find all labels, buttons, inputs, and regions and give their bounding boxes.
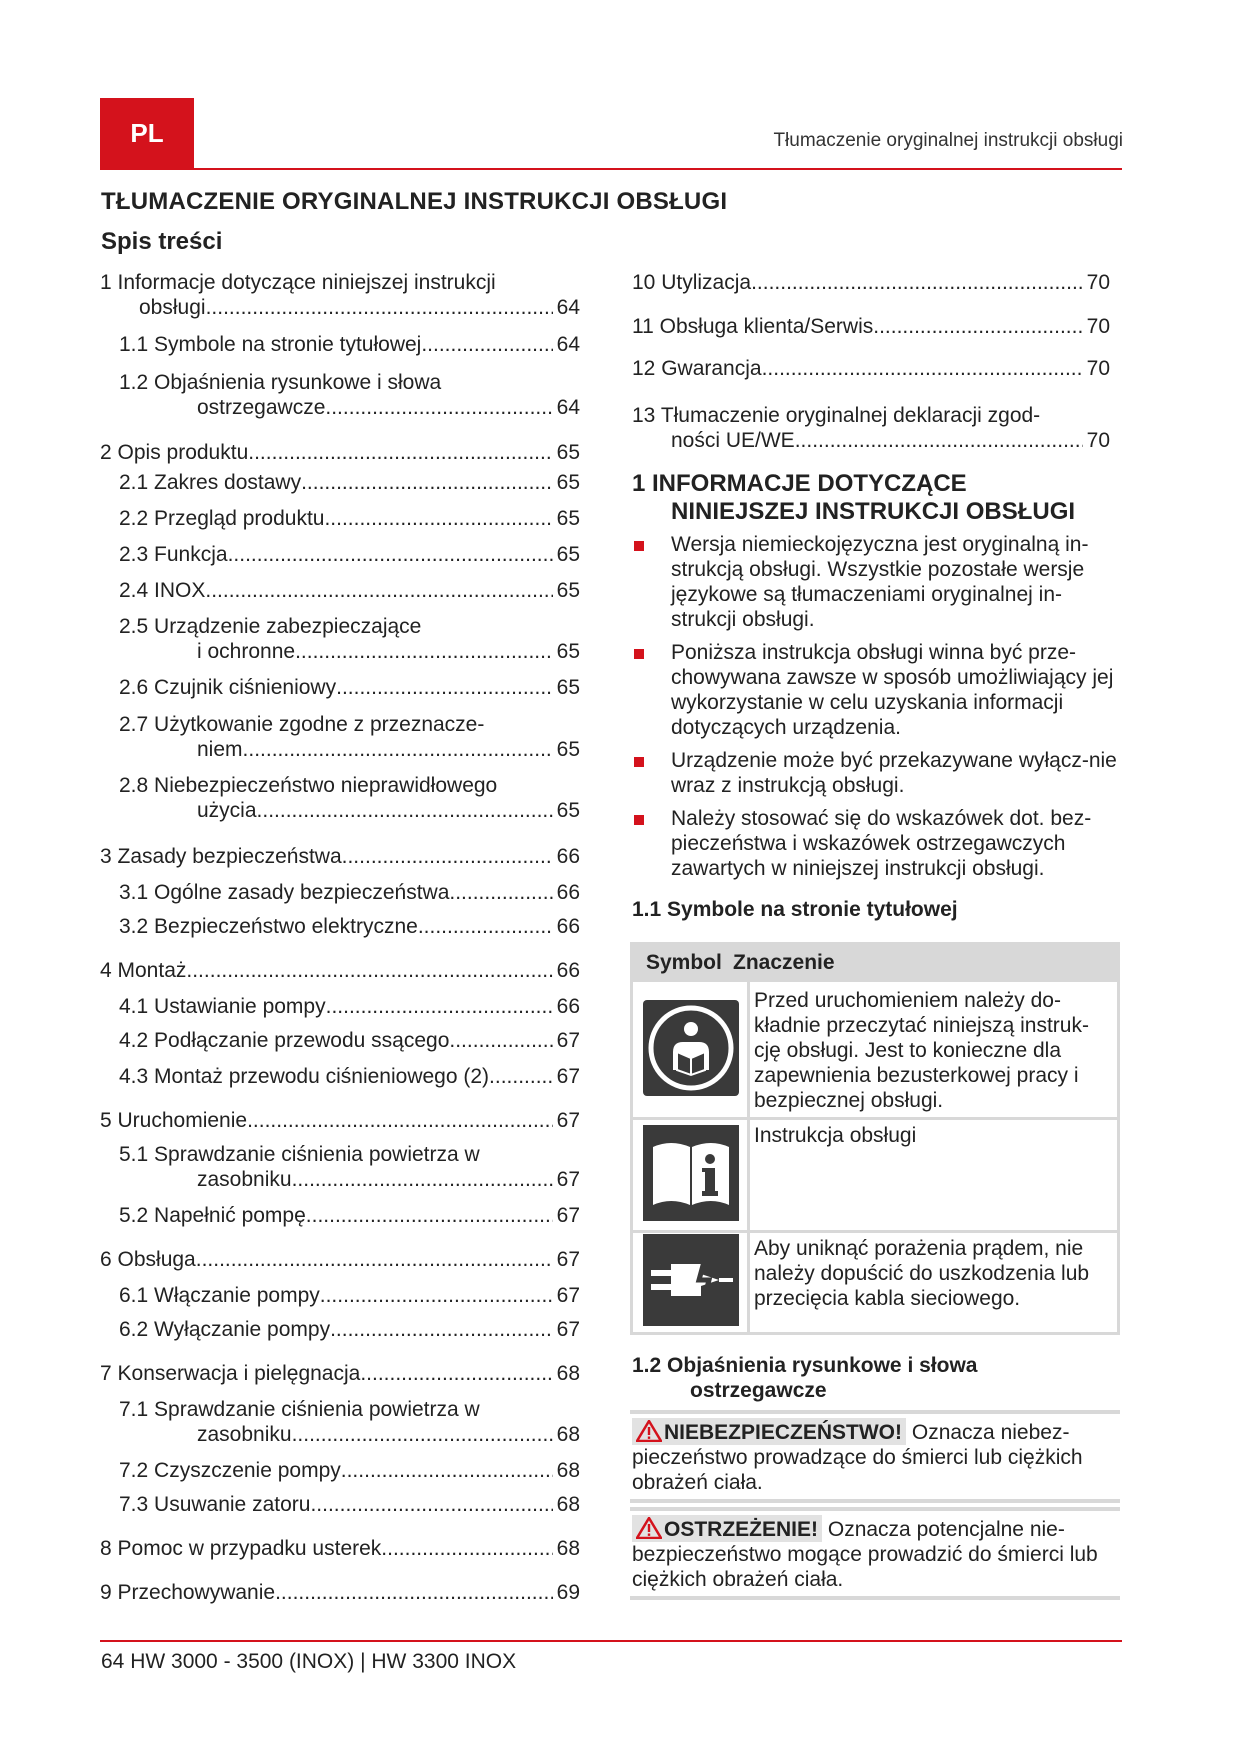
toc-entry-label: 3 Zasady bezpieczeństwa <box>100 845 342 868</box>
toc-page-number: 69 <box>556 1581 580 1604</box>
toc-page-number: 65 <box>556 441 580 464</box>
toc-entry-label: 7.1 Sprawdzanie ciśnienia powietrza w <box>119 1398 480 1421</box>
toc-entry-label: 1.1 Symbole na stronie tytułowej <box>119 333 422 356</box>
toc-page-number: 67 <box>556 1109 580 1132</box>
toc-leader-dots <box>421 332 552 357</box>
toc-entry <box>100 506 580 531</box>
toc-entry-label: 2.2 Przegląd produktu <box>119 507 325 530</box>
toc-page-number: 68 <box>556 1493 580 1516</box>
toc-entry <box>100 1028 580 1053</box>
toc-entry-label: 1 Informacje dotyczące niniejszej instrukcji <box>100 271 496 294</box>
header-divider <box>100 168 1122 170</box>
toc-page-number: 64 <box>556 296 580 319</box>
section-1-2-heading-line1: 1.2 Objaśnienia rysunkowe i słowa <box>632 1354 978 1377</box>
section-1-2-heading-line2: ostrzegawcze <box>690 1379 827 1402</box>
toc-page-number: 70 <box>1086 315 1110 338</box>
danger-text: Oznacza niebez-pieczeństwo prowadzące do śmierci lub ciężkich obrażeń ciała. <box>632 1421 1083 1494</box>
meaning-cell: Aby uniknąć porażenia prądem, nie należy dopuścić do uszkodzenia lub przecięcia kabla sieciowego. <box>754 1237 1090 1310</box>
toc-page-number: 66 <box>556 915 580 938</box>
toc-entry <box>100 773 580 823</box>
toc-entry <box>100 1492 580 1517</box>
toc-entry-label-continued: ności UE/WE <box>671 429 795 452</box>
toc-entry <box>100 712 580 762</box>
section-1-heading-line2: NINIEJSZEJ INSTRUKCJI OBSŁUGI <box>671 498 1076 525</box>
toc-page-number: 70 <box>1086 357 1110 380</box>
toc-page-number: 65 <box>556 579 580 602</box>
toc-page-number: 66 <box>556 995 580 1018</box>
toc-page-number: 64 <box>556 333 580 356</box>
toc-leader-dots <box>292 1422 553 1447</box>
toc-entry-label-continued: obsługi <box>139 296 206 319</box>
toc-leader-dots <box>295 639 553 664</box>
table-row <box>630 1117 1120 1233</box>
toc-entry-label: 10 Utylizacja <box>632 271 752 294</box>
toc-entry-label: 2.8 Niebezpieczeństwo nieprawidłowego <box>119 774 498 797</box>
warning-label-text: OSTRZEŻENIE! <box>664 1518 819 1541</box>
toc-leader-dots <box>320 1283 553 1308</box>
toc-entry-label: 6.1 Włączanie pompy <box>119 1284 320 1307</box>
toc-page-number: 65 <box>556 471 580 494</box>
toc-page-number: 67 <box>556 1029 580 1052</box>
toc-entry <box>100 440 580 465</box>
toc-entry <box>100 675 580 700</box>
toc-entry <box>100 1580 580 1605</box>
toc-page-number: 65 <box>556 799 580 822</box>
toc-entry <box>100 958 580 983</box>
running-header-title: Tłumaczenie oryginalnej instrukcji obsługi <box>773 130 1123 151</box>
page-title: TŁUMACZENIE ORYGINALNEJ INSTRUKCJI OBSŁUGI <box>101 188 728 215</box>
toc-page-number: 70 <box>1086 429 1110 452</box>
toc-leader-dots <box>292 1167 553 1192</box>
danger-warning-box <box>630 1410 1120 1503</box>
toc-page-number: 66 <box>556 881 580 904</box>
toc-entry <box>100 470 580 495</box>
toc-entry-label: 6 Obsługa <box>100 1248 196 1271</box>
toc-leader-dots <box>418 914 553 939</box>
toc-entry-label: 5.2 Napełnić pompę <box>119 1204 306 1227</box>
toc-leader-dots <box>873 314 1082 339</box>
toc-leader-dots <box>243 737 553 762</box>
toc-leader-dots <box>247 1108 553 1133</box>
toc-entry-label: 2.4 INOX <box>119 579 206 602</box>
toc-entry-label: 2.3 Funkcja <box>119 543 228 566</box>
toc-page-number: 67 <box>556 1168 580 1191</box>
toc-page-number: 65 <box>556 738 580 761</box>
toc-leader-dots <box>228 542 553 567</box>
warning-triangle-icon <box>636 1420 662 1442</box>
list-item: Wersja niemieckojęzyczna jest oryginalną in-strukcją obsługi. Wszystkie pozostałe wersje językowe są tłumaczeniami oryginalnej in-strukcji obsługi. <box>632 532 1122 632</box>
symbol-column-header: Symbol <box>646 951 722 974</box>
section-1-heading <box>632 470 1075 526</box>
toc-entry <box>100 542 580 567</box>
toc-leader-dots <box>206 295 553 320</box>
toc-leader-dots <box>795 428 1083 453</box>
toc-page-number: 67 <box>556 1248 580 1271</box>
toc-entry-label-continued: użycia <box>197 799 257 822</box>
toc-entry-label: 7 Konserwacja i pielęgnacja <box>100 1362 361 1385</box>
warning-label <box>632 1515 822 1542</box>
toc-entry-label-continued: zasobniku <box>197 1423 292 1446</box>
symbol-cell <box>630 982 750 1117</box>
toc-entry <box>100 1361 580 1386</box>
toc-entry <box>100 914 580 939</box>
toc-entry <box>100 1064 580 1089</box>
toc-entry <box>100 1536 580 1561</box>
toc-entry-label: 7.2 Czyszczenie pompy <box>119 1459 341 1482</box>
toc-leader-dots <box>257 798 553 823</box>
toc-entry-label: 2.7 Użytkowanie zgodne z przeznacze- <box>119 713 485 736</box>
list-item: Należy stosować się do wskazówek dot. bez-pieczeństwa i wskazówek ostrzegawczych zawartych w niniejszej instrukcji obsługi. <box>632 806 1122 881</box>
toc-entry <box>100 1397 580 1447</box>
toc-entry <box>100 1203 580 1228</box>
toc-entry <box>632 356 1110 381</box>
toc-entry-label: 1.2 Objaśnienia rysunkowe i słowa <box>119 371 442 394</box>
toc-page-number: 67 <box>556 1318 580 1341</box>
read-manual-icon <box>643 1000 739 1096</box>
toc-entry <box>100 332 580 357</box>
toc-heading: Spis treści <box>101 228 223 255</box>
list-item: Urządzenie może być przekazywane wyłącz-nie wraz z instrukcją obsługi. <box>632 748 1122 798</box>
toc-entry <box>632 403 1110 453</box>
toc-leader-dots <box>449 1028 552 1053</box>
toc-entry-label: 13 Tłumaczenie oryginalnej deklaracji zgod- <box>632 404 1041 427</box>
toc-page-number: 65 <box>556 676 580 699</box>
toc-entry <box>100 578 580 603</box>
toc-leader-dots <box>336 675 553 700</box>
toc-leader-dots <box>196 1247 553 1272</box>
toc-entry-label: 5.1 Sprawdzanie ciśnienia powietrza w <box>119 1143 480 1166</box>
section-1-1-heading: 1.1 Symbole na stronie tytułowej <box>632 898 958 921</box>
toc-entry-label: 2.6 Czujnik ciśnieniowy <box>119 676 337 699</box>
toc-entry <box>100 270 580 320</box>
toc-entry-label: 4.1 Ustawianie pompy <box>119 995 326 1018</box>
toc-entry <box>100 1317 580 1342</box>
toc-page-number: 67 <box>556 1284 580 1307</box>
meaning-cell: Instrukcja obsługi <box>754 1124 917 1147</box>
toc-entry <box>632 270 1110 295</box>
toc-leader-dots <box>186 958 552 983</box>
info-book-icon <box>643 1125 739 1221</box>
list-item: Poniższa instrukcja obsługi winna być prze-chowywana zawsze w sposób umożliwiający jej wykorzystanie w celu uzyskania informacji dotyczących urządzenia. <box>632 640 1122 740</box>
toc-entry-label: 2.1 Zakres dostawy <box>119 471 302 494</box>
toc-entry-label: 4.3 Montaż przewodu ciśnieniowego (2) <box>119 1065 490 1088</box>
toc-leader-dots <box>324 506 552 531</box>
toc-leader-dots <box>301 470 553 495</box>
toc-leader-dots <box>751 270 1083 295</box>
danger-label <box>632 1418 906 1445</box>
toc-entry-label-continued: zasobniku <box>197 1168 292 1191</box>
toc-entry-label: 2.5 Urządzenie zabezpieczające <box>119 615 422 638</box>
language-badge: PL <box>100 98 194 168</box>
page-footer: 64 HW 3000 - 3500 (INOX) | HW 3300 INOX <box>101 1650 517 1673</box>
toc-page-number: 67 <box>556 1065 580 1088</box>
toc-entry-label: 3.1 Ogólne zasady bezpieczeństwa <box>119 881 450 904</box>
toc-leader-dots <box>326 994 553 1019</box>
damaged-plug-icon <box>643 1234 739 1326</box>
toc-page-number: 68 <box>556 1423 580 1446</box>
toc-entry-label: 9 Przechowywanie <box>100 1581 276 1604</box>
symbol-cell <box>630 1230 750 1332</box>
toc-page-number: 67 <box>556 1204 580 1227</box>
warning-box <box>630 1507 1120 1600</box>
toc-leader-dots <box>762 356 1083 381</box>
toc-leader-dots <box>341 1458 553 1483</box>
toc-entry <box>100 1283 580 1308</box>
section-1-2-heading <box>632 1353 977 1403</box>
toc-leader-dots <box>325 395 552 420</box>
toc-entry-label: 7.3 Usuwanie zatoru <box>119 1493 311 1516</box>
toc-leader-dots <box>306 1203 553 1228</box>
toc-page-number: 66 <box>556 845 580 868</box>
toc-page-number: 65 <box>556 640 580 663</box>
toc-entry <box>100 614 580 664</box>
toc-leader-dots <box>381 1536 552 1561</box>
toc-page-number: 68 <box>556 1459 580 1482</box>
toc-entry-label: 5 Uruchomienie <box>100 1109 248 1132</box>
toc-leader-dots <box>342 844 553 869</box>
toc-entry <box>100 994 580 1019</box>
symbol-cell <box>630 1117 750 1230</box>
toc-entry <box>100 880 580 905</box>
toc-leader-dots <box>248 440 552 465</box>
toc-entry-label-continued: i ochronne <box>197 640 296 663</box>
danger-label-text: NIEBEZPIECZEŃSTWO! <box>664 1421 903 1444</box>
toc-page-number: 65 <box>556 507 580 530</box>
toc-entry-label: 3.2 Bezpieczeństwo elektryczne <box>119 915 418 938</box>
toc-entry <box>100 1247 580 1272</box>
toc-entry-label: 8 Pomoc w przypadku usterek <box>100 1537 382 1560</box>
toc-entry-label: 4.2 Podłączanie przewodu ssącego <box>119 1029 450 1052</box>
toc-page-number: 65 <box>556 543 580 566</box>
section-1-heading-line1: 1 INFORMACJE DOTYCZĄCE <box>632 470 967 497</box>
toc-entry-label: 2 Opis produktu <box>100 441 249 464</box>
toc-entry-label: 11 Obsługa klienta/Serwis <box>632 315 874 338</box>
table-row <box>630 1230 1120 1335</box>
toc-entry-label: 6.2 Wyłączanie pompy <box>119 1318 331 1341</box>
toc-leader-dots <box>205 578 552 603</box>
meaning-column-header: Znaczenie <box>733 951 835 974</box>
toc-leader-dots <box>360 1361 552 1386</box>
toc-entry-label-continued: niem <box>197 738 243 761</box>
toc-leader-dots <box>275 1580 553 1605</box>
meaning-cell: Przed uruchomieniem należy do-kładnie przeczytać niniejszą instruk-cję obsługi. Jest to konieczne dla zapewnienia bezusterkowej pracy i bezpiecznej obsługi. <box>754 989 1089 1112</box>
toc-entry <box>100 1108 580 1133</box>
warning-text: Oznacza potencjalne nie-bezpieczeństwo mogące prowadzić do śmierci lub ciężkich obrażeń ciała. <box>632 1518 1098 1591</box>
toc-page-number: 68 <box>556 1362 580 1385</box>
section-1-bullet-list <box>632 532 1122 889</box>
warning-triangle-icon <box>636 1517 662 1539</box>
toc-entry <box>632 314 1110 339</box>
toc-page-number: 70 <box>1086 271 1110 294</box>
toc-entry-label-continued: ostrzegawcze <box>197 396 326 419</box>
footer-divider <box>100 1640 1122 1642</box>
toc-entry <box>100 1458 580 1483</box>
toc-entry <box>100 844 580 869</box>
toc-leader-dots <box>489 1064 553 1089</box>
toc-leader-dots <box>330 1317 553 1342</box>
toc-page-number: 68 <box>556 1537 580 1560</box>
toc-entry <box>100 1142 580 1192</box>
toc-entry-label: 4 Montaż <box>100 959 187 982</box>
toc-leader-dots <box>310 1492 552 1517</box>
toc-page-number: 64 <box>556 396 580 419</box>
toc-page-number: 66 <box>556 959 580 982</box>
symbol-table-header <box>630 942 1120 982</box>
toc-entry-label: 12 Gwarancja <box>632 357 762 380</box>
toc-leader-dots <box>449 880 552 905</box>
toc-entry <box>100 370 580 420</box>
table-row <box>630 982 1120 1120</box>
